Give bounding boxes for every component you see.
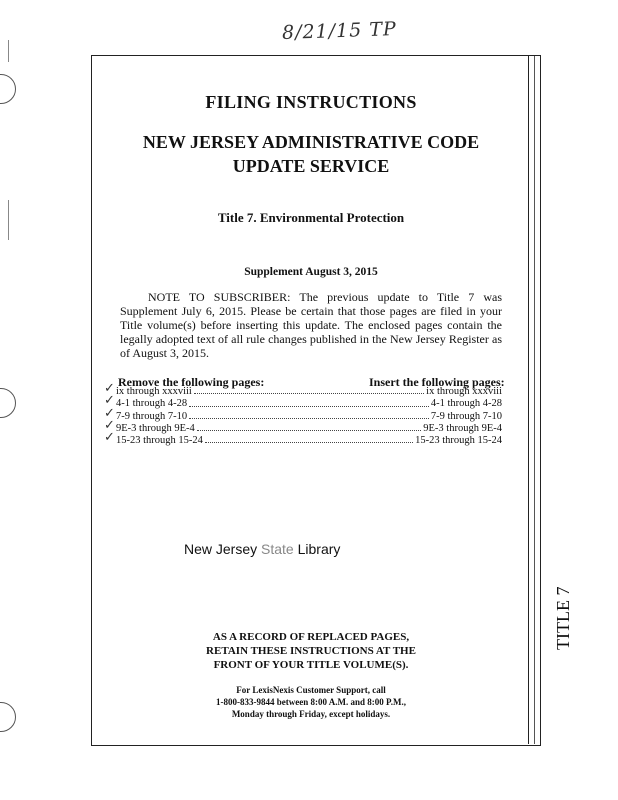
remove-range: 7-9 through 7-10 [116, 410, 188, 422]
dot-leader [189, 411, 429, 419]
insert-range: ix through xxxviii [426, 386, 502, 397]
dot-leader [189, 398, 429, 406]
insert-range: 15-23 through 15-24 [415, 435, 502, 447]
margin-mark [8, 200, 9, 240]
remove-range: 9E-3 through 9E-4 [116, 422, 195, 434]
customer-support [91, 684, 531, 720]
code-heading-line1: NEW JERSEY ADMINISTRATIVE CODE [142, 132, 480, 152]
handwritten-checkmarks [104, 382, 115, 443]
support-line1: For LexisNexis Customer Support, call [236, 685, 386, 695]
title-tab-label: TITLE 7 [553, 586, 573, 650]
page-list [116, 386, 502, 447]
stamp-part1: New Jersey [184, 541, 258, 557]
filing-instructions-heading: FILING INSTRUCTIONS [205, 92, 417, 112]
dot-leader [205, 435, 413, 443]
check-mark-icon: ✓ [104, 380, 115, 395]
library-stamp [184, 541, 340, 557]
title-heading: Title 7. Environmental Protection [217, 210, 405, 225]
remove-range: ix through xxxviii [116, 386, 192, 397]
margin-mark [8, 40, 9, 62]
punch-hole-middle [0, 388, 16, 418]
stamp-part3: Library [297, 541, 341, 557]
check-mark-icon: ✓ [104, 404, 115, 420]
record-line1: AS A RECORD OF REPLACED PAGES, [212, 631, 410, 643]
check-mark-icon: ✓ [104, 429, 115, 445]
page-row [116, 398, 502, 410]
dot-leader [197, 423, 422, 431]
page-row [116, 435, 502, 447]
record-line3: FRONT OF YOUR TITLE VOLUME(S). [213, 659, 409, 671]
remove-range: 4-1 through 4-28 [116, 398, 188, 410]
note-text: NOTE TO SUBSCRIBER: The previous update to Title 7 was Supplement July 6, 2015. Please be certain that those pages are filed in your Title volume(s) before inserting this update. The enclosed pages contain the legally adopted text of all rule changes published in the New Jersey Register as of August 3, 2015. [120, 290, 502, 360]
tab-divider-inner [534, 56, 535, 744]
punch-hole-bottom [0, 702, 16, 732]
insert-pages-header: Insert the following pages: [369, 375, 505, 389]
stamp-part2: State [261, 541, 294, 557]
punch-hole-top [0, 74, 16, 104]
check-mark-icon: ✓ [104, 416, 115, 432]
insert-range: 7-9 through 7-10 [430, 410, 502, 422]
support-line3: Monday through Friday, except holidays. [231, 709, 391, 719]
record-instructions [91, 630, 531, 672]
check-mark-icon: ✓ [104, 392, 115, 408]
code-heading-line2: UPDATE SERVICE [232, 156, 390, 176]
page-row [116, 411, 502, 423]
handwritten-date: 8/21/15 TP [281, 18, 398, 44]
dot-leader [194, 386, 424, 394]
page-row [116, 423, 502, 435]
remove-pages-header: Remove the following pages: [118, 375, 265, 389]
remove-range: 15-23 through 15-24 [116, 435, 203, 447]
page-row [116, 386, 502, 398]
insert-range: 9E-3 through 9E-4 [423, 422, 502, 434]
support-line2: 1-800-833-9844 between 8:00 A.M. and 8:00 P.M., [216, 697, 406, 707]
note-to-subscriber [120, 290, 502, 360]
insert-range: 4-1 through 4-28 [430, 398, 502, 410]
code-heading [91, 130, 531, 178]
supplement-date: Supplement August 3, 2015 [244, 266, 378, 278]
record-line2: RETAIN THESE INSTRUCTIONS AT THE [206, 645, 416, 657]
